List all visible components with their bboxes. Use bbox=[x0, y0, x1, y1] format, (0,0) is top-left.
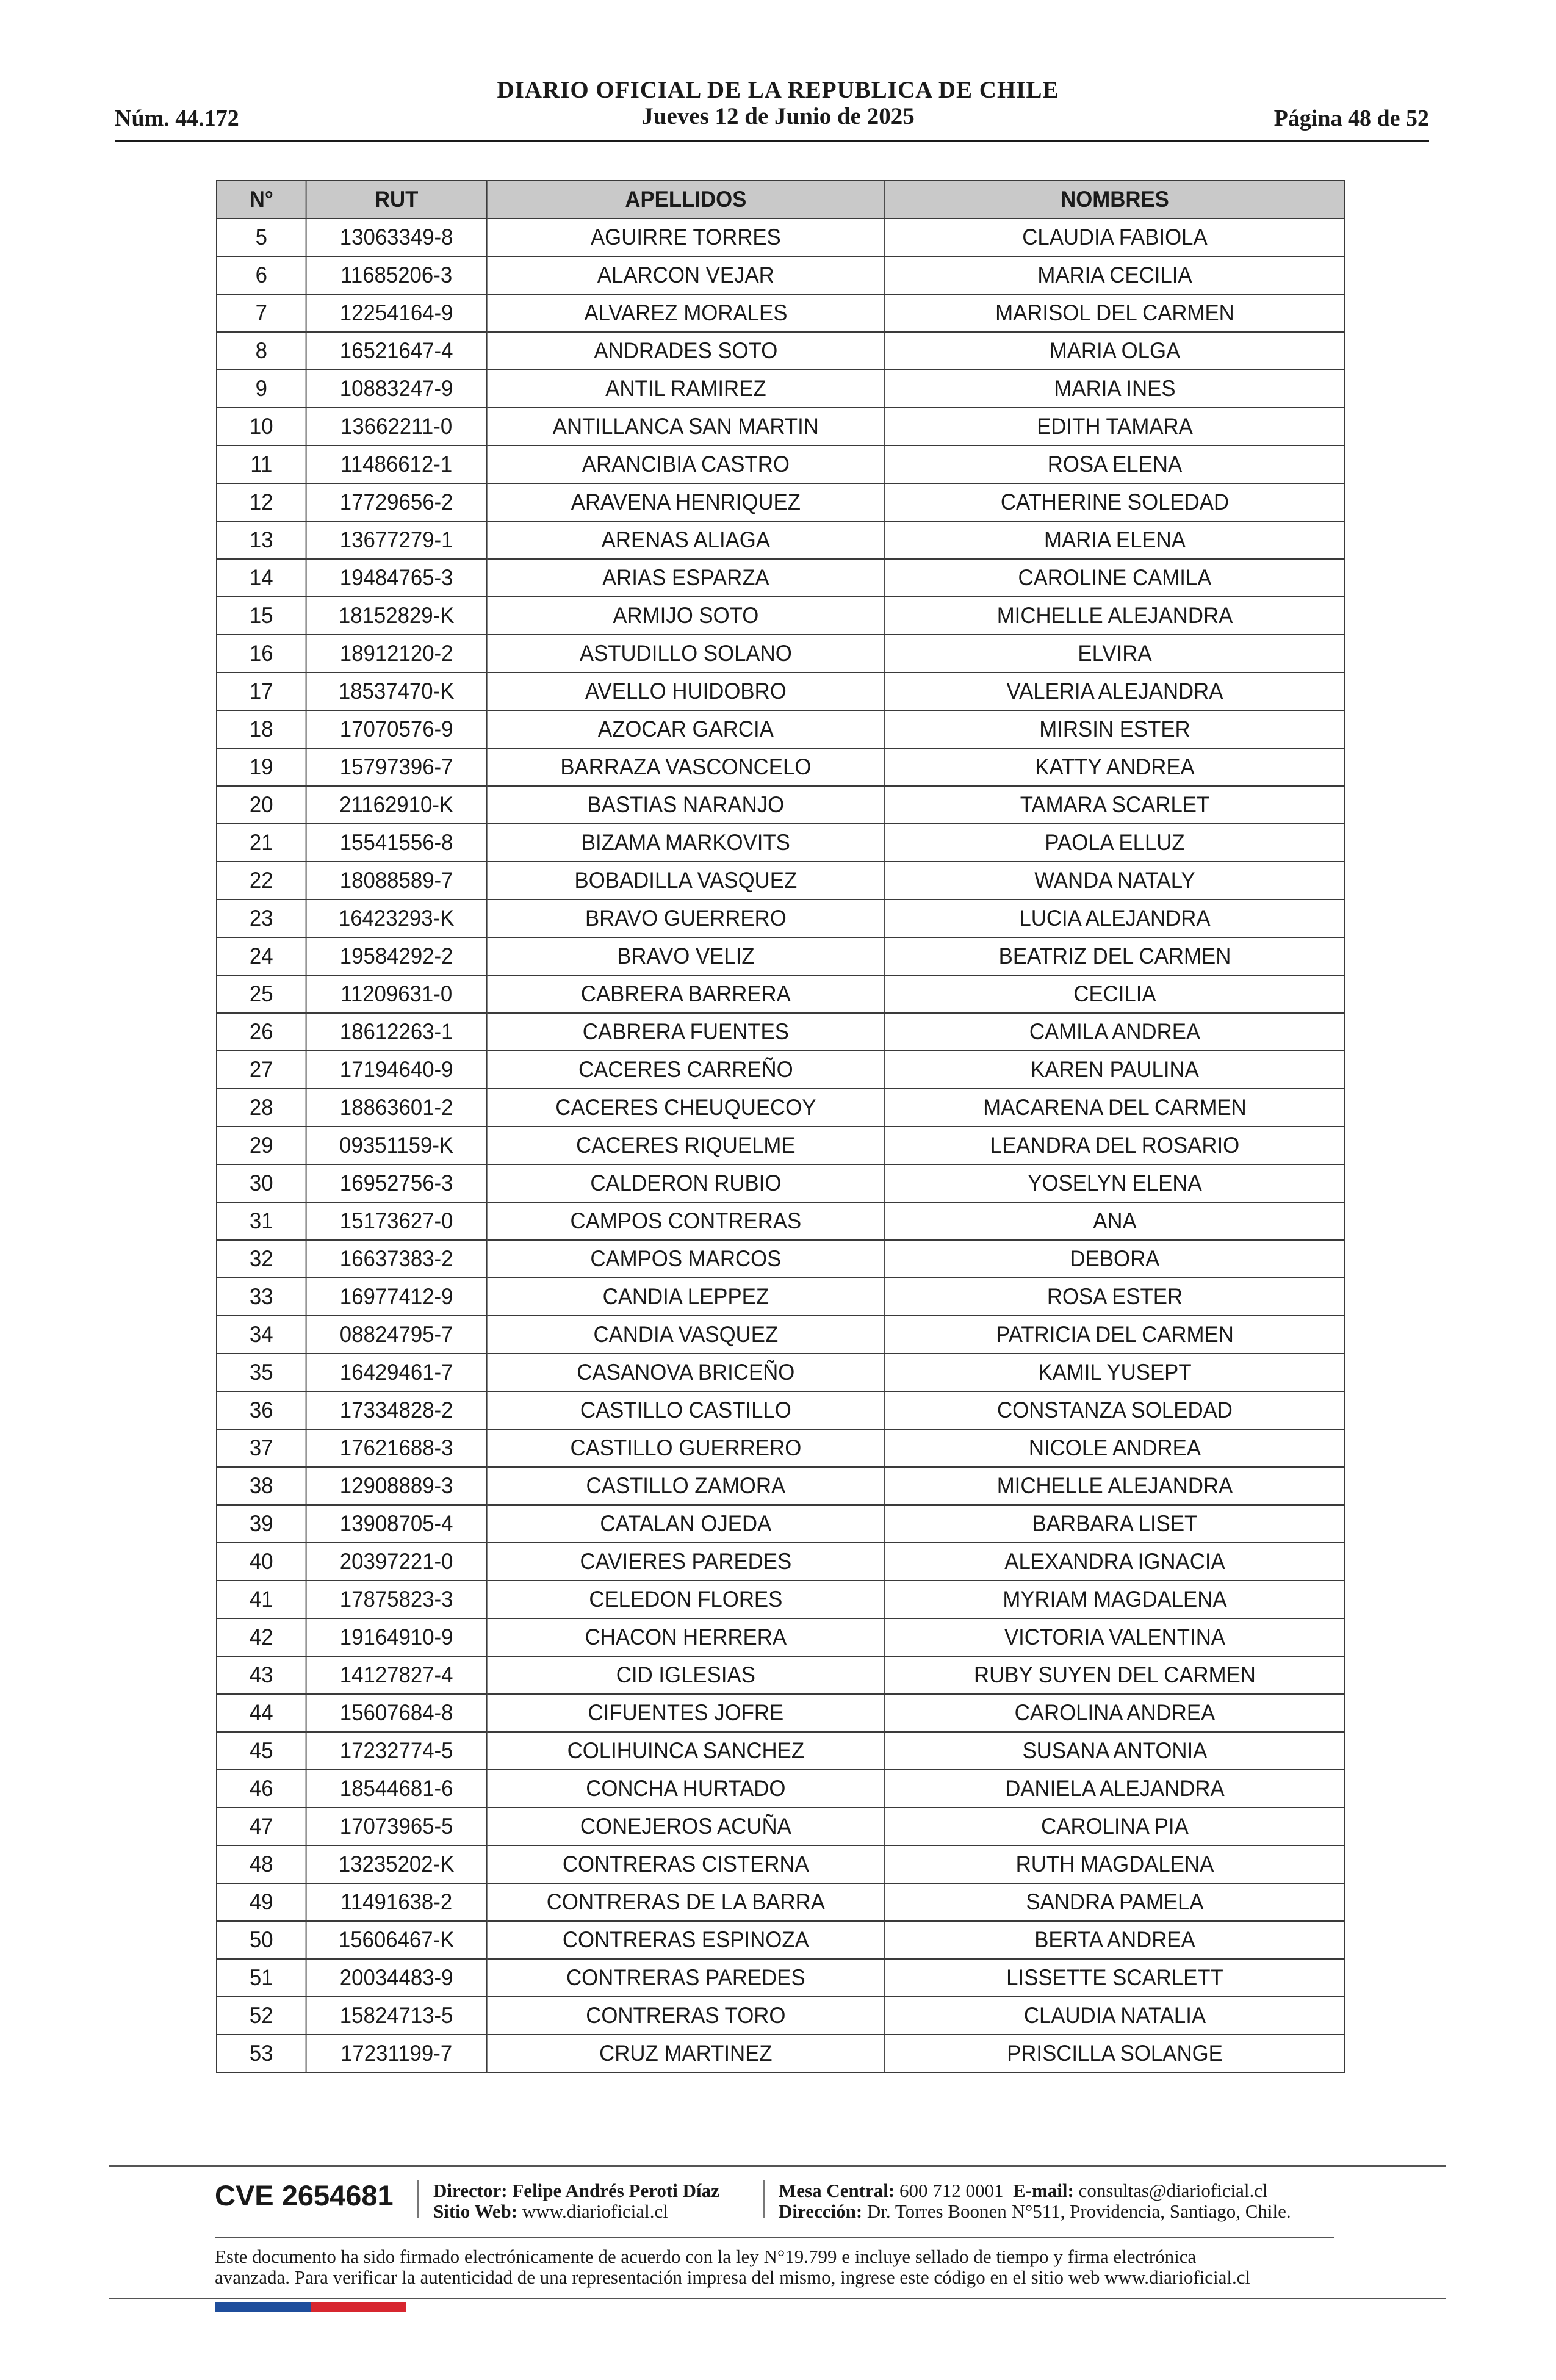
issue-date: Jueves 12 de Junio de 2025 bbox=[641, 103, 915, 129]
table-body bbox=[217, 218, 1345, 2072]
cell-nombres: KAREN PAULINA bbox=[885, 1051, 1345, 1089]
column-header-number: N° bbox=[217, 181, 306, 218]
cell-rut: 11685206-3 bbox=[306, 256, 487, 294]
cell-number: 53 bbox=[217, 2035, 306, 2072]
cell-apellidos: ANTILLANCA SAN MARTIN bbox=[487, 408, 885, 445]
cell-number: 24 bbox=[217, 937, 306, 975]
cell-rut: 16423293-K bbox=[306, 900, 487, 937]
cell-apellidos: CID IGLESIAS bbox=[487, 1656, 885, 1694]
table-row bbox=[217, 559, 1345, 597]
cell-number: 45 bbox=[217, 1732, 306, 1770]
cell-number: 40 bbox=[217, 1543, 306, 1581]
cell-rut: 13908705-4 bbox=[306, 1505, 487, 1543]
cell-rut: 18088589-7 bbox=[306, 862, 487, 900]
cell-rut: 15607684-8 bbox=[306, 1694, 487, 1732]
director-name: Felipe Andrés Peroti Díaz bbox=[512, 2180, 719, 2201]
cell-apellidos: CONCHA HURTADO bbox=[487, 1770, 885, 1808]
cell-number: 47 bbox=[217, 1808, 306, 1845]
cell-rut: 17621688-3 bbox=[306, 1429, 487, 1467]
table-row bbox=[217, 1278, 1345, 1316]
cell-nombres: MARIA INES bbox=[885, 370, 1345, 408]
cell-rut: 21162910-K bbox=[306, 786, 487, 824]
cell-rut: 11486612-1 bbox=[306, 445, 487, 483]
table-row bbox=[217, 1164, 1345, 1202]
cell-apellidos: CONEJEROS ACUÑA bbox=[487, 1808, 885, 1845]
cell-rut: 15541556-8 bbox=[306, 824, 487, 862]
cell-rut: 13063349-8 bbox=[306, 218, 487, 256]
flag-bar-red bbox=[311, 2302, 406, 2312]
cell-rut: 15797396-7 bbox=[306, 748, 487, 786]
cell-nombres: CECILIA bbox=[885, 975, 1345, 1013]
cell-apellidos: CABRERA FUENTES bbox=[487, 1013, 885, 1051]
cell-number: 42 bbox=[217, 1618, 306, 1656]
table-row bbox=[217, 937, 1345, 975]
cell-nombres: ROSA ELENA bbox=[885, 445, 1345, 483]
cell-rut: 15824713-5 bbox=[306, 1997, 487, 2035]
cell-nombres: DEBORA bbox=[885, 1240, 1345, 1278]
table-row bbox=[217, 1391, 1345, 1429]
cell-nombres: DANIELA ALEJANDRA bbox=[885, 1770, 1345, 1808]
table-row bbox=[217, 1505, 1345, 1543]
address-value: Dr. Torres Boonen N°511, Providencia, Santiago, Chile. bbox=[866, 2201, 1291, 2222]
cell-rut: 17875823-3 bbox=[306, 1581, 487, 1618]
cell-rut: 13235202-K bbox=[306, 1845, 487, 1883]
cell-nombres: SUSANA ANTONIA bbox=[885, 1732, 1345, 1770]
table-row bbox=[217, 710, 1345, 748]
table-row bbox=[217, 1429, 1345, 1467]
cell-nombres: BEATRIZ DEL CARMEN bbox=[885, 937, 1345, 975]
cell-number: 15 bbox=[217, 597, 306, 635]
address-line bbox=[779, 2201, 1291, 2223]
table-row bbox=[217, 975, 1345, 1013]
website-line bbox=[433, 2201, 668, 2223]
table-row bbox=[217, 673, 1345, 710]
cell-apellidos: ANDRADES SOTO bbox=[487, 332, 885, 370]
cell-nombres: LISSETTE SCARLETT bbox=[885, 1959, 1345, 1997]
cell-nombres: CAROLINE CAMILA bbox=[885, 559, 1345, 597]
column-header-rut: RUT bbox=[306, 181, 487, 218]
cell-apellidos: AGUIRRE TORRES bbox=[487, 218, 885, 256]
cell-apellidos: AZOCAR GARCIA bbox=[487, 710, 885, 748]
cell-number: 28 bbox=[217, 1089, 306, 1127]
cell-number: 6 bbox=[217, 256, 306, 294]
table-row bbox=[217, 1694, 1345, 1732]
table-row bbox=[217, 748, 1345, 786]
cell-number: 44 bbox=[217, 1694, 306, 1732]
cell-rut: 17194640-9 bbox=[306, 1051, 487, 1089]
cell-rut: 18912120-2 bbox=[306, 635, 487, 673]
cell-apellidos: ARENAS ALIAGA bbox=[487, 521, 885, 559]
cell-number: 34 bbox=[217, 1316, 306, 1354]
cell-number: 48 bbox=[217, 1845, 306, 1883]
cell-nombres: MARIA OLGA bbox=[885, 332, 1345, 370]
cell-apellidos: CAVIERES PAREDES bbox=[487, 1543, 885, 1581]
cell-rut: 19484765-3 bbox=[306, 559, 487, 597]
cell-nombres: KAMIL YUSEPT bbox=[885, 1354, 1345, 1391]
footer-divider-middle bbox=[215, 2237, 1334, 2238]
table-row bbox=[217, 1581, 1345, 1618]
cell-nombres: LUCIA ALEJANDRA bbox=[885, 900, 1345, 937]
legal-notice-line-2: avanzada. Para verificar la autenticidad de una representación impresa del mismo, ingrese este código en el sitio web www.diarioficial.cl bbox=[215, 2266, 1251, 2288]
cell-number: 39 bbox=[217, 1505, 306, 1543]
cell-nombres: CATHERINE SOLEDAD bbox=[885, 483, 1345, 521]
cell-rut: 18152829-K bbox=[306, 597, 487, 635]
cell-apellidos: CHACON HERRERA bbox=[487, 1618, 885, 1656]
cell-rut: 09351159-K bbox=[306, 1127, 487, 1164]
cell-nombres: YOSELYN ELENA bbox=[885, 1164, 1345, 1202]
cell-number: 36 bbox=[217, 1391, 306, 1429]
cell-rut: 14127827-4 bbox=[306, 1656, 487, 1694]
cell-apellidos: AVELLO HUIDOBRO bbox=[487, 673, 885, 710]
table-row bbox=[217, 1354, 1345, 1391]
cell-number: 41 bbox=[217, 1581, 306, 1618]
cell-rut: 16521647-4 bbox=[306, 332, 487, 370]
cell-number: 14 bbox=[217, 559, 306, 597]
table-row bbox=[217, 1240, 1345, 1278]
table-row bbox=[217, 521, 1345, 559]
cell-number: 25 bbox=[217, 975, 306, 1013]
cell-number: 32 bbox=[217, 1240, 306, 1278]
cve-code: CVE 2654681 bbox=[215, 2179, 394, 2212]
cell-apellidos: BASTIAS NARANJO bbox=[487, 786, 885, 824]
cell-nombres: PATRICIA DEL CARMEN bbox=[885, 1316, 1345, 1354]
cell-rut: 18612263-1 bbox=[306, 1013, 487, 1051]
table-row bbox=[217, 1845, 1345, 1883]
cell-nombres: MYRIAM MAGDALENA bbox=[885, 1581, 1345, 1618]
footer-divider-bottom bbox=[109, 2298, 1446, 2299]
cell-apellidos: CAMPOS MARCOS bbox=[487, 1240, 885, 1278]
cell-rut: 16637383-2 bbox=[306, 1240, 487, 1278]
cell-apellidos: CASTILLO GUERRERO bbox=[487, 1429, 885, 1467]
cell-apellidos: CONTRERAS DE LA BARRA bbox=[487, 1883, 885, 1921]
footer-divider-top bbox=[109, 2165, 1446, 2167]
table-row bbox=[217, 1202, 1345, 1240]
table-row bbox=[217, 332, 1345, 370]
cell-number: 21 bbox=[217, 824, 306, 862]
table-row bbox=[217, 635, 1345, 673]
cell-number: 20 bbox=[217, 786, 306, 824]
cell-rut: 11491638-2 bbox=[306, 1883, 487, 1921]
website-label: Sitio Web: bbox=[433, 2201, 518, 2222]
cell-number: 8 bbox=[217, 332, 306, 370]
table-row bbox=[217, 1467, 1345, 1505]
cell-nombres: LEANDRA DEL ROSARIO bbox=[885, 1127, 1345, 1164]
cell-apellidos: ASTUDILLO SOLANO bbox=[487, 635, 885, 673]
cell-nombres: ANA bbox=[885, 1202, 1345, 1240]
cell-apellidos: CONTRERAS TORO bbox=[487, 1997, 885, 2035]
cell-rut: 20397221-0 bbox=[306, 1543, 487, 1581]
cell-number: 51 bbox=[217, 1959, 306, 1997]
cell-nombres: MICHELLE ALEJANDRA bbox=[885, 1467, 1345, 1505]
cell-rut: 17232774-5 bbox=[306, 1732, 487, 1770]
cell-number: 46 bbox=[217, 1770, 306, 1808]
cell-nombres: RUTH MAGDALENA bbox=[885, 1845, 1345, 1883]
cell-nombres: ROSA ESTER bbox=[885, 1278, 1345, 1316]
table-row bbox=[217, 408, 1345, 445]
cell-rut: 17070576-9 bbox=[306, 710, 487, 748]
cell-apellidos: CACERES CHEUQUECOY bbox=[487, 1089, 885, 1127]
cell-apellidos: CRUZ MARTINEZ bbox=[487, 2035, 885, 2072]
header-divider bbox=[115, 140, 1429, 142]
cell-apellidos: COLIHUINCA SANCHEZ bbox=[487, 1732, 885, 1770]
table-row bbox=[217, 597, 1345, 635]
cell-rut: 10883247-9 bbox=[306, 370, 487, 408]
cell-number: 49 bbox=[217, 1883, 306, 1921]
cell-number: 19 bbox=[217, 748, 306, 786]
table-row bbox=[217, 483, 1345, 521]
mesa-phone: 600 712 0001 bbox=[899, 2180, 1004, 2201]
cell-apellidos: CABRERA BARRERA bbox=[487, 975, 885, 1013]
cell-rut: 18537470-K bbox=[306, 673, 487, 710]
cell-rut: 13677279-1 bbox=[306, 521, 487, 559]
table-row bbox=[217, 2035, 1345, 2072]
address-label: Dirección: bbox=[779, 2201, 863, 2222]
cell-apellidos: ALVAREZ MORALES bbox=[487, 294, 885, 332]
cell-apellidos: CASTILLO CASTILLO bbox=[487, 1391, 885, 1429]
cell-nombres: MICHELLE ALEJANDRA bbox=[885, 597, 1345, 635]
email-link[interactable]: consultas@diarioficial.cl bbox=[1078, 2180, 1268, 2201]
cell-apellidos: CAMPOS CONTRERAS bbox=[487, 1202, 885, 1240]
cell-rut: 12254164-9 bbox=[306, 294, 487, 332]
cell-number: 52 bbox=[217, 1997, 306, 2035]
cell-rut: 11209631-0 bbox=[306, 975, 487, 1013]
column-header-apellidos: APELLIDOS bbox=[487, 181, 885, 218]
cell-rut: 18544681-6 bbox=[306, 1770, 487, 1808]
director-label: Director: bbox=[433, 2180, 508, 2201]
cell-apellidos: CONTRERAS PAREDES bbox=[487, 1959, 885, 1997]
cell-number: 10 bbox=[217, 408, 306, 445]
newspaper-title: DIARIO OFICIAL DE LA REPUBLICA DE CHILE bbox=[497, 77, 1059, 103]
cell-number: 23 bbox=[217, 900, 306, 937]
footer-separator bbox=[763, 2180, 765, 2218]
cell-number: 11 bbox=[217, 445, 306, 483]
cell-number: 33 bbox=[217, 1278, 306, 1316]
cell-number: 9 bbox=[217, 370, 306, 408]
table-row bbox=[217, 1732, 1345, 1770]
table-row bbox=[217, 370, 1345, 408]
cell-nombres: CAROLINA PIA bbox=[885, 1808, 1345, 1845]
cell-number: 38 bbox=[217, 1467, 306, 1505]
table-row bbox=[217, 1543, 1345, 1581]
table-row bbox=[217, 1089, 1345, 1127]
cell-number: 50 bbox=[217, 1921, 306, 1959]
table-row bbox=[217, 1959, 1345, 1997]
mesa-label: Mesa Central: bbox=[779, 2180, 895, 2201]
cell-rut: 15606467-K bbox=[306, 1921, 487, 1959]
cell-apellidos: BOBADILLA VASQUEZ bbox=[487, 862, 885, 900]
cell-nombres: VICTORIA VALENTINA bbox=[885, 1618, 1345, 1656]
cell-nombres: PRISCILLA SOLANGE bbox=[885, 2035, 1345, 2072]
cell-apellidos: CASANOVA BRICEÑO bbox=[487, 1354, 885, 1391]
cell-nombres: CAROLINA ANDREA bbox=[885, 1694, 1345, 1732]
cell-apellidos: BIZAMA MARKOVITS bbox=[487, 824, 885, 862]
cell-number: 17 bbox=[217, 673, 306, 710]
table-row bbox=[217, 1921, 1345, 1959]
cell-apellidos: ARANCIBIA CASTRO bbox=[487, 445, 885, 483]
cell-rut: 08824795-7 bbox=[306, 1316, 487, 1354]
cell-nombres: CAMILA ANDREA bbox=[885, 1013, 1345, 1051]
cell-number: 13 bbox=[217, 521, 306, 559]
email-label: E-mail: bbox=[1013, 2180, 1074, 2201]
cell-apellidos: CACERES RIQUELME bbox=[487, 1127, 885, 1164]
table-row bbox=[217, 218, 1345, 256]
cell-rut: 16977412-9 bbox=[306, 1278, 487, 1316]
cell-nombres: PAOLA ELLUZ bbox=[885, 824, 1345, 862]
cell-nombres: EDITH TAMARA bbox=[885, 408, 1345, 445]
cell-number: 31 bbox=[217, 1202, 306, 1240]
cell-nombres: MARIA ELENA bbox=[885, 521, 1345, 559]
table-row bbox=[217, 1808, 1345, 1845]
cell-nombres: CLAUDIA FABIOLA bbox=[885, 218, 1345, 256]
cell-nombres: BARBARA LISET bbox=[885, 1505, 1345, 1543]
cell-rut: 19584292-2 bbox=[306, 937, 487, 975]
cell-apellidos: CATALAN OJEDA bbox=[487, 1505, 885, 1543]
cell-nombres: MIRSIN ESTER bbox=[885, 710, 1345, 748]
cell-number: 43 bbox=[217, 1656, 306, 1694]
cell-apellidos: CACERES CARREÑO bbox=[487, 1051, 885, 1089]
cell-rut: 17729656-2 bbox=[306, 483, 487, 521]
cell-nombres: VALERIA ALEJANDRA bbox=[885, 673, 1345, 710]
cell-number: 35 bbox=[217, 1354, 306, 1391]
table-row bbox=[217, 294, 1345, 332]
cell-rut: 16952756-3 bbox=[306, 1164, 487, 1202]
cell-apellidos: CANDIA LEPPEZ bbox=[487, 1278, 885, 1316]
table-header-row bbox=[217, 181, 1345, 218]
cell-nombres: MARIA CECILIA bbox=[885, 256, 1345, 294]
cell-number: 27 bbox=[217, 1051, 306, 1089]
cell-rut: 15173627-0 bbox=[306, 1202, 487, 1240]
personnel-table bbox=[216, 180, 1345, 2073]
cell-nombres: BERTA ANDREA bbox=[885, 1921, 1345, 1959]
cell-nombres: ALEXANDRA IGNACIA bbox=[885, 1543, 1345, 1581]
cell-number: 22 bbox=[217, 862, 306, 900]
cell-apellidos: ALARCON VEJAR bbox=[487, 256, 885, 294]
cell-apellidos: ANTIL RAMIREZ bbox=[487, 370, 885, 408]
cell-number: 16 bbox=[217, 635, 306, 673]
cell-number: 7 bbox=[217, 294, 306, 332]
cell-nombres: SANDRA PAMELA bbox=[885, 1883, 1345, 1921]
cell-number: 26 bbox=[217, 1013, 306, 1051]
column-header-nombres: NOMBRES bbox=[885, 181, 1345, 218]
cell-nombres: TAMARA SCARLET bbox=[885, 786, 1345, 824]
table-row bbox=[217, 1013, 1345, 1051]
cell-apellidos: CALDERON RUBIO bbox=[487, 1164, 885, 1202]
cell-nombres: ELVIRA bbox=[885, 635, 1345, 673]
table-row bbox=[217, 1316, 1345, 1354]
table-row bbox=[217, 1997, 1345, 2035]
cell-apellidos: BRAVO GUERRERO bbox=[487, 900, 885, 937]
cell-nombres: CONSTANZA SOLEDAD bbox=[885, 1391, 1345, 1429]
cell-rut: 16429461-7 bbox=[306, 1354, 487, 1391]
contact-line bbox=[779, 2180, 1268, 2202]
cell-apellidos: ARIAS ESPARZA bbox=[487, 559, 885, 597]
cell-number: 18 bbox=[217, 710, 306, 748]
footer-separator bbox=[417, 2180, 419, 2218]
cell-apellidos: CANDIA VASQUEZ bbox=[487, 1316, 885, 1354]
cell-apellidos: CIFUENTES JOFRE bbox=[487, 1694, 885, 1732]
website-link[interactable]: www.diarioficial.cl bbox=[522, 2201, 668, 2222]
table-row bbox=[217, 445, 1345, 483]
cell-nombres: NICOLE ANDREA bbox=[885, 1429, 1345, 1467]
cell-nombres: KATTY ANDREA bbox=[885, 748, 1345, 786]
cell-number: 29 bbox=[217, 1127, 306, 1164]
table-row bbox=[217, 1618, 1345, 1656]
cell-number: 37 bbox=[217, 1429, 306, 1467]
cell-rut: 19164910-9 bbox=[306, 1618, 487, 1656]
cell-apellidos: CONTRERAS ESPINOZA bbox=[487, 1921, 885, 1959]
cell-number: 5 bbox=[217, 218, 306, 256]
cell-nombres: MACARENA DEL CARMEN bbox=[885, 1089, 1345, 1127]
cell-nombres: MARISOL DEL CARMEN bbox=[885, 294, 1345, 332]
cell-nombres: WANDA NATALY bbox=[885, 862, 1345, 900]
table-row bbox=[217, 900, 1345, 937]
cell-number: 30 bbox=[217, 1164, 306, 1202]
table-row bbox=[217, 1770, 1345, 1808]
table-row bbox=[217, 1883, 1345, 1921]
cell-nombres: RUBY SUYEN DEL CARMEN bbox=[885, 1656, 1345, 1694]
table-row bbox=[217, 1127, 1345, 1164]
legal-notice-line-1: Este documento ha sido firmado electrónicamente de acuerdo con la ley N°19.799 e incluye sellado de tiempo y firma electrónica bbox=[215, 2246, 1197, 2267]
page-indicator: Página 48 de 52 bbox=[1273, 106, 1429, 131]
table-row bbox=[217, 862, 1345, 900]
cell-rut: 17231199-7 bbox=[306, 2035, 487, 2072]
table-row bbox=[217, 786, 1345, 824]
cell-rut: 12908889-3 bbox=[306, 1467, 487, 1505]
issue-number: Núm. 44.172 bbox=[115, 106, 239, 131]
cell-rut: 20034483-9 bbox=[306, 1959, 487, 1997]
cell-apellidos: CONTRERAS CISTERNA bbox=[487, 1845, 885, 1883]
cell-apellidos: ARAVENA HENRIQUEZ bbox=[487, 483, 885, 521]
table-row bbox=[217, 1656, 1345, 1694]
table-row bbox=[217, 824, 1345, 862]
cell-number: 12 bbox=[217, 483, 306, 521]
cell-apellidos: BRAVO VELIZ bbox=[487, 937, 885, 975]
flag-bar-blue bbox=[215, 2302, 311, 2312]
cell-rut: 17334828-2 bbox=[306, 1391, 487, 1429]
cell-apellidos: ARMIJO SOTO bbox=[487, 597, 885, 635]
cell-rut: 18863601-2 bbox=[306, 1089, 487, 1127]
director-line bbox=[433, 2180, 719, 2202]
table-row bbox=[217, 1051, 1345, 1089]
cell-nombres: CLAUDIA NATALIA bbox=[885, 1997, 1345, 2035]
cell-rut: 13662211-0 bbox=[306, 408, 487, 445]
table-row bbox=[217, 256, 1345, 294]
cell-apellidos: CASTILLO ZAMORA bbox=[487, 1467, 885, 1505]
cell-rut: 17073965-5 bbox=[306, 1808, 487, 1845]
cell-apellidos: BARRAZA VASCONCELO bbox=[487, 748, 885, 786]
cell-apellidos: CELEDON FLORES bbox=[487, 1581, 885, 1618]
